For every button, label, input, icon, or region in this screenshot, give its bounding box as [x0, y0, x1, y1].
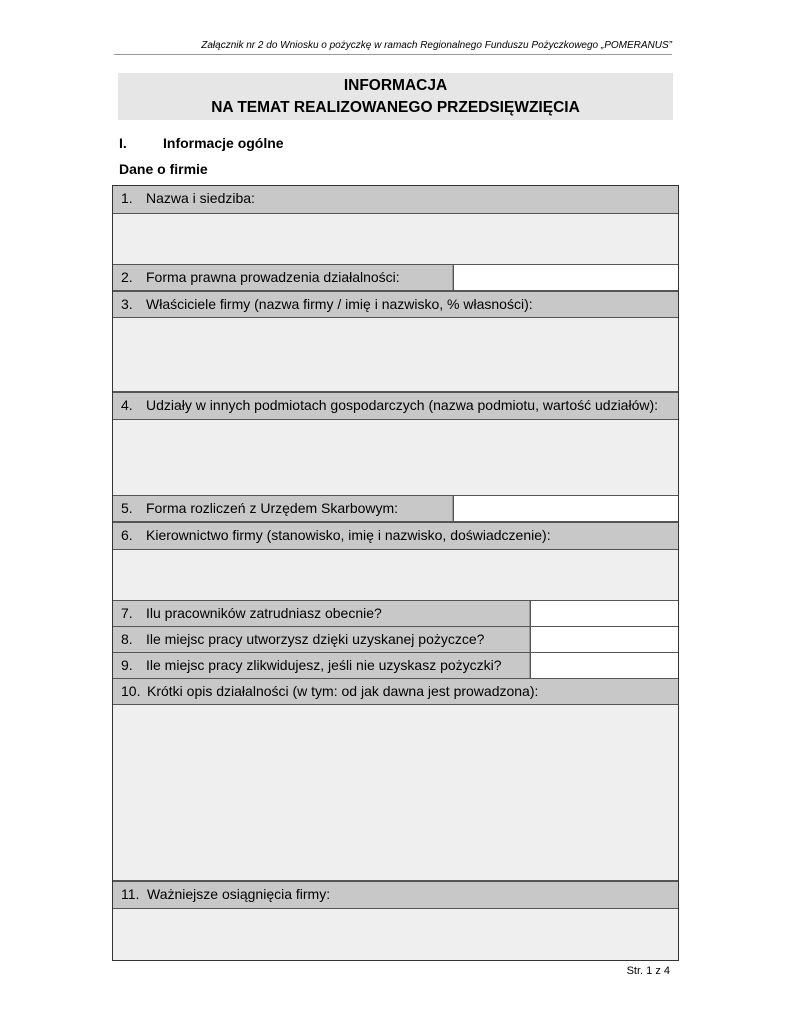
question-5 — [113, 496, 454, 521]
question-number: 8. — [121, 631, 133, 647]
answer-field-9[interactable] — [530, 653, 678, 678]
question-label: Forma rozliczeń z Urzędem Skarbowym: — [146, 500, 399, 516]
question-2 — [113, 265, 454, 290]
question-number: 6. — [121, 527, 133, 543]
question-number: 7. — [121, 605, 133, 621]
question-label: Udziały w innych podmiotach gospodarczych (nazwa podmiotu, wartość udziałów): — [146, 397, 659, 413]
question-number: 10. — [121, 683, 141, 699]
answer-field-4[interactable] — [113, 420, 678, 496]
question-10 — [113, 678, 678, 705]
question-label: Kierownictwo firmy (stanowisko, imię i nazwisko, doświadczenie): — [146, 527, 551, 543]
question-number: 4. — [121, 397, 133, 413]
question-number: 5. — [121, 500, 133, 516]
question-5-row — [113, 496, 678, 522]
question-label: Forma prawna prowadzenia działalności: — [146, 269, 400, 285]
answer-field-1[interactable] — [113, 214, 678, 265]
question-label: Ile miejsc pracy zlikwidujesz, jeśli nie uzyskasz pożyczki? — [146, 657, 502, 673]
header-note: Załącznik nr 2 do Wniosku o pożyczkę w ramach Regionalnego Funduszu Pożyczkowego „POMERANUS” — [201, 40, 672, 51]
question-number: 3. — [121, 296, 133, 312]
question-8 — [113, 627, 531, 652]
question-6 — [113, 522, 678, 550]
question-label: Krótki opis działalności (w tym: od jak dawna jest prowadzona): — [147, 683, 539, 699]
answer-field-10[interactable] — [113, 705, 678, 881]
question-label: Właściciele firmy (nazwa firmy / imię i nazwisko, % własności): — [146, 296, 533, 312]
answer-field-7[interactable] — [530, 601, 678, 626]
header-rule — [114, 54, 672, 55]
question-label: Ważniejsze osiągnięcia firmy: — [147, 886, 331, 902]
page-number: Str. 1 z 4 — [626, 965, 670, 977]
question-3 — [113, 291, 678, 318]
answer-field-11[interactable] — [113, 909, 678, 960]
answer-field-8[interactable] — [530, 627, 678, 652]
question-number: 1. — [121, 190, 133, 206]
question-label: Ilu pracowników zatrudniasz obecnie? — [146, 605, 382, 621]
question-number: 11. — [121, 886, 140, 902]
answer-field-6[interactable] — [113, 550, 678, 601]
question-label: Ile miejsc pracy utworzysz dzięki uzyskanej pożyczce? — [146, 631, 485, 647]
question-7-row — [113, 601, 678, 627]
company-form-table — [112, 185, 679, 961]
question-label: Nazwa i siedziba: — [146, 190, 255, 206]
question-2-row — [113, 265, 678, 291]
title-line-1: INFORMACJA — [343, 77, 448, 94]
question-9-row — [113, 653, 678, 679]
question-number: 2. — [121, 269, 133, 285]
answer-field-2[interactable] — [453, 265, 678, 290]
section-label: Informacje ogólne — [163, 135, 284, 151]
company-data-heading: Dane o firmie — [119, 161, 208, 177]
question-number: 9. — [121, 657, 133, 673]
question-4 — [113, 392, 678, 420]
question-1 — [113, 186, 678, 214]
section-heading — [119, 135, 284, 151]
document-title — [118, 73, 673, 120]
answer-field-5[interactable] — [453, 496, 678, 521]
question-7 — [113, 601, 531, 626]
answer-field-3[interactable] — [113, 318, 678, 392]
question-11 — [113, 881, 678, 909]
title-line-2: NA TEMAT REALIZOWANEGO PRZEDSIĘWZIĘCIA — [211, 99, 580, 116]
question-8-row — [113, 627, 678, 653]
section-number: I. — [119, 135, 127, 151]
question-9 — [113, 653, 531, 678]
